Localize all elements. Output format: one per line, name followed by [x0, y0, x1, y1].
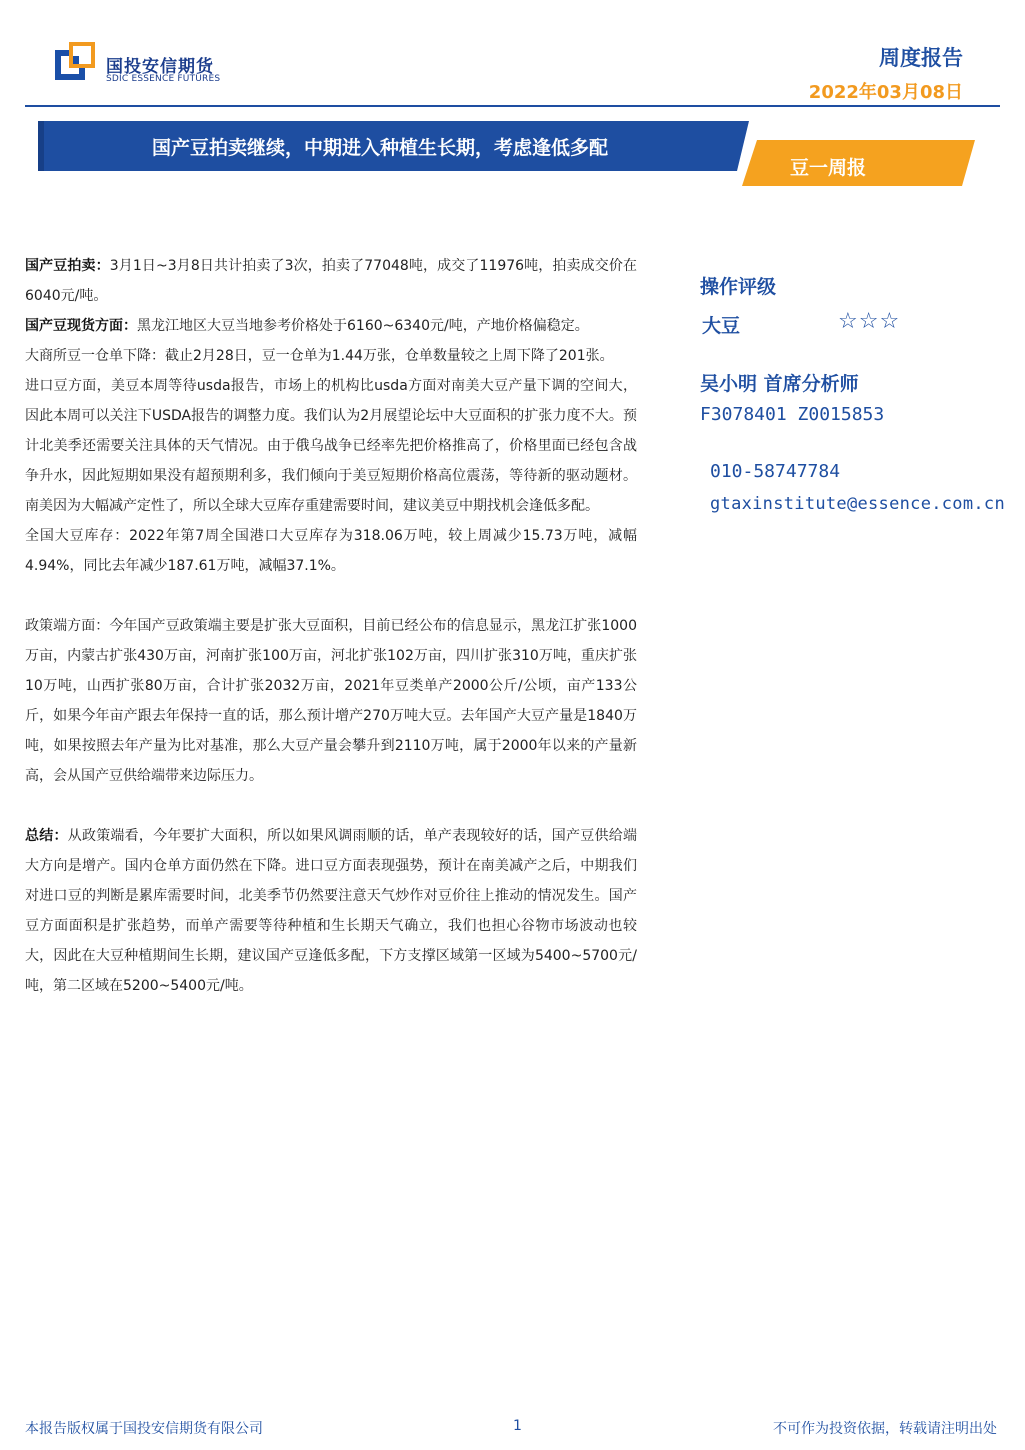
report-header — [0, 0, 1025, 110]
analyst-name: 吴小明 首席分析师 — [700, 373, 859, 395]
report-category-tag: 豆一周报 — [790, 157, 867, 179]
analyst-phone: 010-58747784 — [710, 461, 841, 482]
spacer — [25, 581, 637, 611]
footer-disclaimer: 不可作为投资依据，转载请注明出处 — [773, 1421, 997, 1437]
report-date: 2022年03月08日 — [808, 82, 963, 103]
paragraph-text: 3月1日~3月8日共计拍卖了3次，拍卖了77048吨，成交了11976吨，拍卖成交价在6040元/吨。 — [25, 258, 637, 304]
company-name-en: SDIC ESSENCE FUTURES — [106, 74, 221, 84]
paragraph-label: 国产豆现货方面： — [25, 318, 137, 334]
spacer — [25, 791, 637, 821]
rating-row — [700, 311, 1020, 337]
paragraph-text: 黑龙江地区大豆当地参考价格处于6160~6340元/吨，产地价格偏稳定。 — [137, 318, 589, 334]
paragraph-imported-soybean: 进口豆方面，美豆本周等待usda报告，市场上的机构比usda方面对南美大豆产量下调的空间大，因此本周可以关注下USDA报告的调整力度。我们认为2月展望论坛中大豆面积的扩张力度不大。预计北美季还需要关注具体的天气情况。由于俄乌战争已经率先把价格推高了，价格里面已经包含战争升水，因此短期如果没有超预期利多，我们倾向于美豆短期价格高位震荡，等待新的驱动题材。南美因为大幅减产定性了，所以全球大豆库存重建需要时间，建议美豆中期找机会逢低多配。 — [25, 378, 637, 514]
header-divider — [25, 105, 1000, 107]
paragraph-national-inventory: 全国大豆库存：2022年第7周全国港口大豆库存为318.06万吨，较上周减少15.73万吨，减幅4.94%，同比去年减少187.61万吨，减幅37.1%。 — [25, 528, 637, 574]
rating-item: 大豆 — [702, 315, 741, 337]
paragraph-policy: 政策端方面：今年国产豆政策端主要是扩张大豆面积，目前已经公布的信息显示，黑龙江扩张1000万亩，内蒙古扩张430万亩，河南扩张100万亩，河北扩张102万亩，四川扩张310万吨，重庆扩张10万吨，山西扩张80万亩，合计扩张2032万亩，2021年豆类单产2000公斤/公顷，亩产133公斤，如果今年亩产跟去年保持一直的话，那么预计增产270万吨大豆。去年国产大豆产量是1840万吨，如果按照去年产量为比对基准，那么大豆产量会攀升到2110万吨，属于2000年以来的产量新高，会从国产豆供给端带来边际压力。 — [25, 618, 637, 784]
footer-copyright: 本报告版权属于国投安信期货有限公司 — [25, 1421, 263, 1437]
page-number: 1 — [513, 1418, 522, 1434]
analyst-email[interactable]: gtaxinstitute@essence.com.cn — [710, 494, 1005, 514]
paragraph-label: 总结： — [25, 828, 68, 844]
rating-stars-icon: ☆☆☆ — [838, 309, 901, 334]
paragraph-text: 从政策端看，今年要扩大面积，所以如果风调雨顺的话，单产表现较好的话，国产豆供给端大方向是增产。国内仓单方面仍然在下降。进口豆方面表现强势，预计在南美减产之后，中期我们对进口豆的判断是累库需要时间，北美季节仍然要注意天气炒作对豆价往上推动的情况发生。国产豆方面面积是扩张趋势，而单产需要等待种植和生长期天气确立，我们也担心谷物市场波动也较大，因此在大豆种植期间生长期，建议国产豆逢低多配，下方支撑区域第一区域为5400~5700元/吨，第二区域在5200~5400元/吨。 — [25, 828, 638, 994]
report-title: 国产豆拍卖继续，中期进入种植生长期，考虑逢低多配 — [152, 137, 609, 159]
paragraph-warehouse-receipts: 大商所豆一仓单下降：截止2月28日，豆一仓单为1.44万张，仓单数量较之上周下降了201张。 — [25, 348, 614, 364]
report-body — [25, 251, 637, 1001]
rating-heading: 操作评级 — [700, 276, 777, 298]
paragraph-spot — [25, 311, 637, 341]
company-name-cn: 国投安信期货 — [106, 57, 214, 77]
paragraph-label: 国产豆拍卖： — [25, 258, 110, 274]
report-type: 周度报告 — [879, 46, 963, 70]
paragraph-auction — [25, 251, 637, 311]
sidebar — [700, 272, 1020, 514]
paragraph-summary — [25, 821, 637, 1001]
analyst-licenses: F3078401 Z0015853 — [700, 404, 885, 425]
company-logo-icon — [55, 42, 95, 82]
